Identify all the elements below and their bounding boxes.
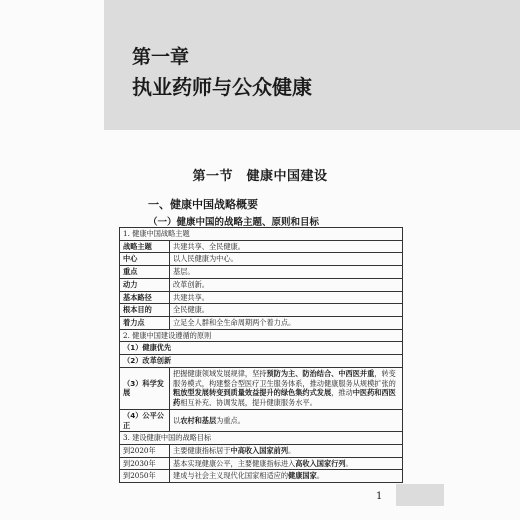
- table-group-title: 2. 健康中国建设遵循的原则: [120, 329, 403, 342]
- heading-level-1: 一、健康中国战略概要: [148, 198, 258, 211]
- emphasis-text: 中医药和西医药: [173, 388, 396, 408]
- table-group-title-row: [120, 228, 403, 241]
- principle-label: （2）改革创新: [120, 355, 403, 368]
- emphasis-text: 粗放型发展转变到质量效益提升的绿色集约式发展: [173, 388, 332, 398]
- heading-level-2: （一）健康中国的战略主题、原则和目标: [148, 217, 320, 228]
- goal-row: [120, 457, 403, 470]
- footer-band: [396, 484, 444, 506]
- table-row: [120, 240, 403, 253]
- goal-year: 到2030年: [120, 457, 170, 470]
- row-value: 基层。: [170, 266, 403, 279]
- principle-label: （4）公平公正: [120, 409, 170, 431]
- row-value: 共建共享。: [170, 291, 403, 304]
- row-label: 动力: [120, 278, 170, 291]
- text-run: ，推动: [331, 388, 353, 398]
- text-run: 建成与社会主义现代化国家相适应的: [173, 471, 289, 481]
- table-group-title-row: [120, 432, 403, 445]
- table-row: [120, 291, 403, 304]
- goal-text: [170, 457, 403, 470]
- row-label: 基本路径: [120, 291, 170, 304]
- principle-label: （1）健康优先: [120, 342, 403, 355]
- goal-row: [120, 470, 403, 483]
- table-group-title: 3. 建设健康中国的战略目标: [120, 432, 403, 445]
- row-value: 立足全人群和全生命周期两个着力点。: [170, 317, 403, 330]
- text-run: 相互补充、协调发展，提升健康服务水平。: [180, 398, 317, 408]
- text-run: 。: [288, 445, 296, 455]
- row-value: 共建共享、全民健康。: [170, 240, 403, 253]
- text-run: 。: [316, 471, 324, 481]
- table-row: [120, 278, 403, 291]
- row-value: 全民健康。: [170, 304, 403, 317]
- text-run: 主要健康指标居于: [173, 445, 231, 455]
- principle-row: [120, 355, 403, 368]
- section-title: 第一节 健康中国建设: [192, 169, 328, 184]
- strategy-table: [119, 227, 403, 483]
- table-row: [120, 317, 403, 330]
- text-run: 为重点。: [216, 415, 245, 425]
- emphasis-text: 高收入国家行列: [295, 458, 346, 468]
- emphasis-text: 中高收入国家前列: [230, 445, 289, 455]
- goal-year: 到2020年: [120, 444, 170, 457]
- page-number: 1: [376, 491, 383, 502]
- table-group-title-row: [120, 329, 403, 342]
- emphasis-text: 预防为主、防治结合、中西医并重: [266, 368, 375, 378]
- chapter-number: 第一章: [132, 46, 190, 68]
- goal-row: [120, 444, 403, 457]
- text-run: 把握健康领域发展规律，坚持: [173, 368, 267, 378]
- text-run: 以: [173, 415, 181, 425]
- text-run: 。: [345, 458, 353, 468]
- chapter-title: 执业药师与公众健康: [132, 75, 312, 99]
- principle-row: [120, 367, 403, 409]
- goal-year: 到2050年: [120, 470, 170, 483]
- row-label: 战略主题: [120, 240, 170, 253]
- text-run: ，转变服务模式，构建整合型医疗卫生服务体系，推动健康服务从规模扩张的: [173, 368, 396, 388]
- row-label: 着力点: [120, 317, 170, 330]
- emphasis-text: 农村和基层: [180, 415, 217, 425]
- principle-row: [120, 342, 403, 355]
- table-row: [120, 266, 403, 279]
- row-label: 重点: [120, 266, 170, 279]
- row-label: 根本目的: [120, 304, 170, 317]
- emphasis-text: 健康国家: [288, 471, 317, 481]
- row-label: 中心: [120, 253, 170, 266]
- table-group-title: 1. 健康中国战略主题: [120, 228, 403, 241]
- table-row: [120, 304, 403, 317]
- row-value: 改革创新。: [170, 278, 403, 291]
- goal-text: [170, 470, 403, 483]
- principle-text: [170, 409, 403, 431]
- principle-text: [170, 367, 403, 409]
- text-run: 基本实现健康公平，主要健康指标进入: [173, 458, 296, 468]
- principle-row: [120, 409, 403, 431]
- row-value: 以人民健康为中心。: [170, 253, 403, 266]
- principle-label: （3）科学发展: [120, 367, 170, 409]
- table-row: [120, 253, 403, 266]
- goal-text: [170, 444, 403, 457]
